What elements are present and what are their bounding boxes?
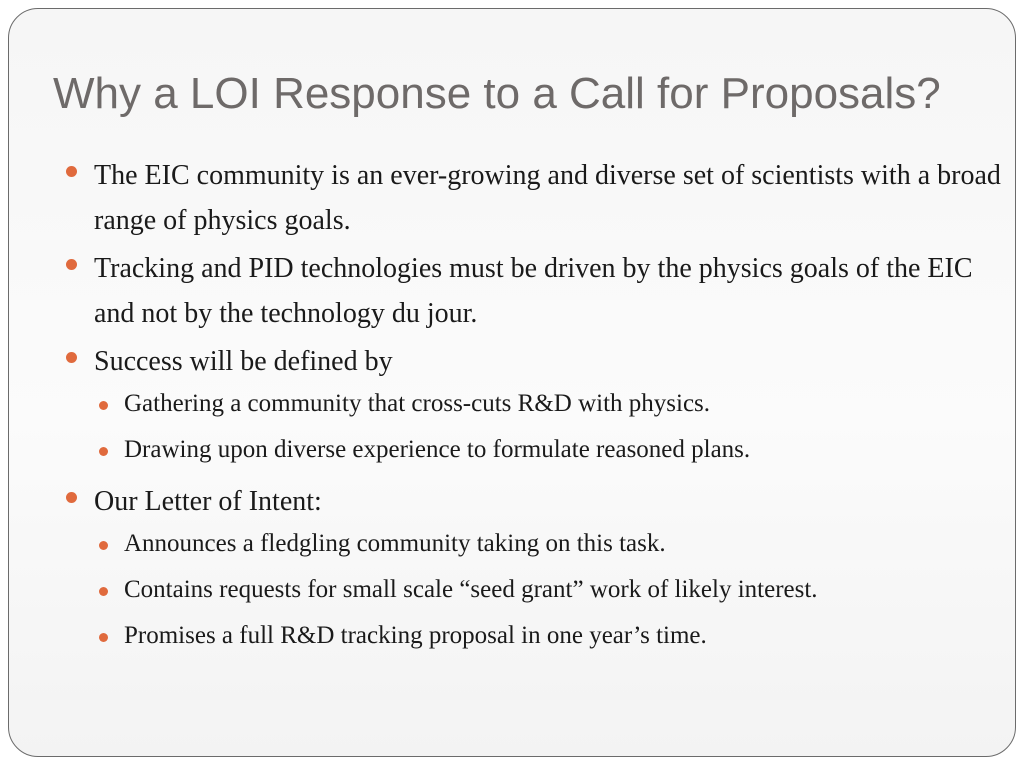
sub-bullet-item [91,433,1001,467]
bullet-item [61,246,1001,336]
sub-bullet-dot-icon [99,447,108,456]
sub-bullet-item [91,619,1001,653]
sub-bullet-text: Promises a full R&D tracking proposal in one year’s time. [124,622,707,649]
sub-bullet-item [91,573,1001,607]
slide-frame [8,8,1016,757]
sub-bullet-dot-icon [99,587,108,596]
bullet-item [61,339,1001,384]
bullet-dot-icon [66,166,77,177]
sub-bullet-text: Gathering a community that cross-cuts R&D with physics. [124,390,711,417]
sub-bullet-dot-icon [99,633,108,642]
bullet-dot-icon [66,259,77,270]
sub-bullet-dot-icon [99,401,108,410]
bullet-dot-icon [66,352,77,363]
bullet-item [61,479,1001,524]
bullet-item [61,153,1001,243]
sub-bullet-dot-icon [99,541,108,550]
slide-content [61,153,1001,665]
sub-bullet-text: Drawing upon diverse experience to formulate reasoned plans. [124,436,751,463]
sub-bullet-text: Contains requests for small scale “seed grant” work of likely interest. [124,576,818,603]
slide-title: Why a LOI Response to a Call for Proposals? [53,69,941,118]
bullet-text: Tracking and PID technologies must be driven by the physics goals of the EIC and not by the technology du jour. [94,253,973,329]
sub-bullet-item [91,527,1001,561]
bullet-text: Our Letter of Intent: [94,486,322,517]
bullet-text: Success will be defined by [94,346,393,377]
bullet-text: The EIC community is an ever-growing and diverse set of scientists with a broad range of physics goals. [94,160,1001,236]
sub-bullet-text: Announces a fledgling community taking on this task. [124,530,666,557]
sub-bullet-item [91,387,1001,421]
bullet-dot-icon [66,492,77,503]
